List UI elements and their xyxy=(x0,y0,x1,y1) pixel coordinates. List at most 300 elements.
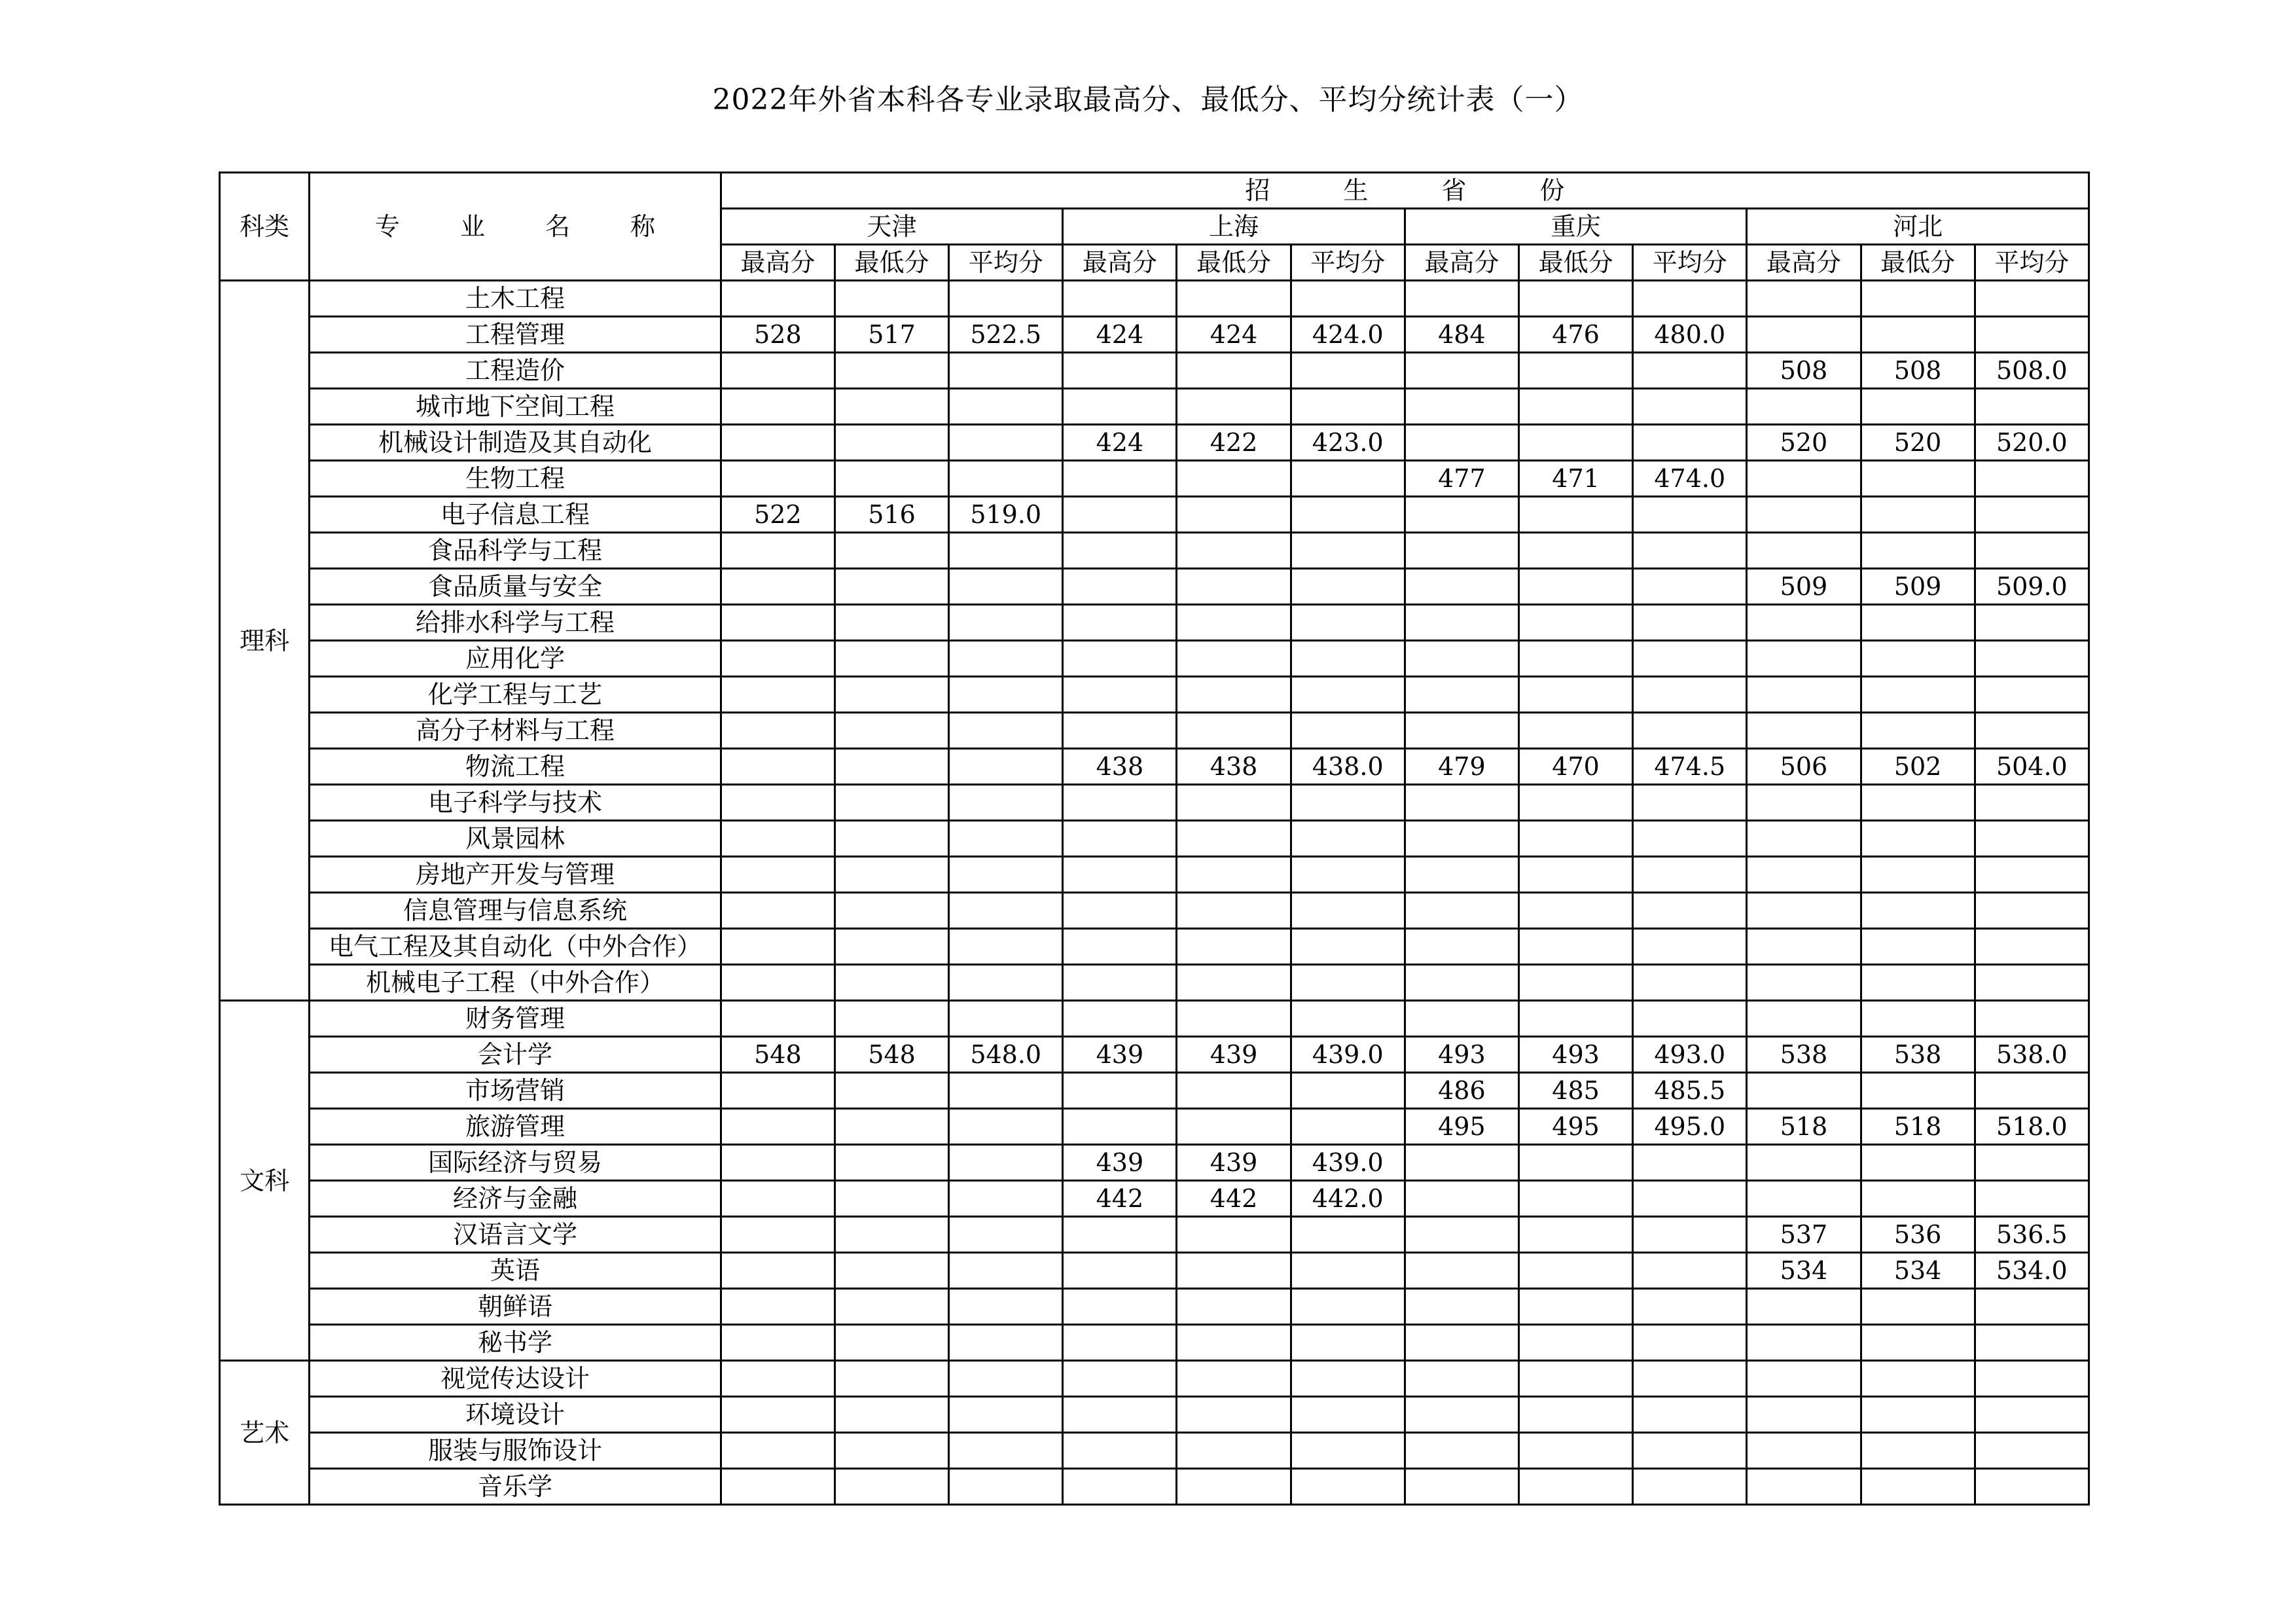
score-cell xyxy=(1747,497,1861,533)
score-cell xyxy=(949,1145,1063,1181)
table-row xyxy=(220,353,2089,389)
score-cell xyxy=(1747,533,1861,569)
score-cell xyxy=(1633,677,1747,713)
score-cell xyxy=(1633,425,1747,461)
score-cell xyxy=(1405,353,1518,389)
score-cell xyxy=(1518,1001,1632,1037)
table-row xyxy=(220,1001,2089,1037)
score-cell xyxy=(834,1001,948,1037)
score-cell: 508 xyxy=(1747,353,1861,389)
score-cell xyxy=(1633,281,1747,317)
score-cell xyxy=(1633,1361,1747,1397)
score-cell: 439 xyxy=(1063,1037,1177,1073)
score-cell xyxy=(834,1109,948,1145)
score-cell xyxy=(1405,1253,1518,1289)
major-name-cell: 国际经济与贸易 xyxy=(310,1145,721,1181)
score-cell xyxy=(1861,281,1975,317)
score-cell: 442.0 xyxy=(1291,1181,1405,1217)
score-cell xyxy=(1518,1289,1632,1325)
score-cell xyxy=(1975,1289,2089,1325)
score-cell xyxy=(834,533,948,569)
score-cell: 518 xyxy=(1747,1109,1861,1145)
score-cell xyxy=(1405,893,1518,929)
score-cell xyxy=(1975,605,2089,641)
score-cell xyxy=(1291,1253,1405,1289)
score-cell xyxy=(834,1397,948,1433)
score-cell xyxy=(1063,857,1177,893)
major-name-cell: 秘书学 xyxy=(310,1325,721,1361)
score-cell xyxy=(834,1361,948,1397)
category-cell: 文科 xyxy=(220,1001,310,1361)
score-cell xyxy=(834,857,948,893)
score-cell xyxy=(1518,821,1632,857)
admission-score-table xyxy=(219,171,2090,1506)
score-cell xyxy=(1177,1469,1291,1505)
score-cell xyxy=(1063,641,1177,677)
score-cell xyxy=(1747,1001,1861,1037)
score-cell xyxy=(1747,893,1861,929)
province-header-hebei: 河北 xyxy=(1747,209,2089,245)
score-cell: 508 xyxy=(1861,353,1975,389)
score-cell xyxy=(834,425,948,461)
score-cell xyxy=(1861,1361,1975,1397)
major-name-cell: 城市地下空间工程 xyxy=(310,389,721,425)
score-cell: 442 xyxy=(1063,1181,1177,1217)
score-cell: 506 xyxy=(1747,749,1861,785)
score-cell xyxy=(1975,497,2089,533)
score-cell xyxy=(834,1325,948,1361)
score-cell: 538.0 xyxy=(1975,1037,2089,1073)
score-cell xyxy=(721,1001,834,1037)
score-cell xyxy=(1975,389,2089,425)
score-cell xyxy=(1861,641,1975,677)
score-cell: 442 xyxy=(1177,1181,1291,1217)
score-cell xyxy=(834,353,948,389)
score-cell xyxy=(1861,1073,1975,1109)
score-cell xyxy=(1518,965,1632,1001)
score-cell xyxy=(949,1217,1063,1253)
table-row xyxy=(220,1325,2089,1361)
score-cell xyxy=(1861,677,1975,713)
score-cell xyxy=(1518,1469,1632,1505)
score-cell xyxy=(1405,389,1518,425)
score-cell xyxy=(721,1325,834,1361)
metric-header: 最高分 xyxy=(1063,245,1177,281)
category-header: 科类 xyxy=(220,173,310,281)
score-cell xyxy=(1291,1433,1405,1469)
score-cell xyxy=(1518,677,1632,713)
table-row xyxy=(220,1433,2089,1469)
score-cell xyxy=(1861,1001,1975,1037)
score-cell: 439 xyxy=(1063,1145,1177,1181)
score-cell xyxy=(1291,929,1405,965)
score-cell xyxy=(949,425,1063,461)
score-cell xyxy=(1177,713,1291,749)
score-cell: 534 xyxy=(1747,1253,1861,1289)
score-cell xyxy=(1861,1397,1975,1433)
score-cell xyxy=(1633,821,1747,857)
score-cell xyxy=(949,713,1063,749)
major-name-cell: 信息管理与信息系统 xyxy=(310,893,721,929)
score-cell xyxy=(1975,893,2089,929)
score-cell xyxy=(1518,569,1632,605)
score-cell xyxy=(1291,605,1405,641)
score-cell xyxy=(1177,857,1291,893)
score-cell xyxy=(1063,1361,1177,1397)
score-cell xyxy=(1747,1289,1861,1325)
score-cell xyxy=(949,1325,1063,1361)
score-cell xyxy=(1177,1397,1291,1433)
metric-header: 平均分 xyxy=(1633,245,1747,281)
score-cell xyxy=(721,1145,834,1181)
score-cell xyxy=(1861,1181,1975,1217)
score-cell xyxy=(1633,353,1747,389)
score-cell xyxy=(1291,893,1405,929)
score-cell xyxy=(949,1289,1063,1325)
score-cell xyxy=(1518,1325,1632,1361)
score-cell xyxy=(1633,1325,1747,1361)
score-cell: 439.0 xyxy=(1291,1145,1405,1181)
score-cell xyxy=(1861,713,1975,749)
score-cell xyxy=(1405,1001,1518,1037)
score-cell xyxy=(1405,965,1518,1001)
major-name-cell: 市场营销 xyxy=(310,1073,721,1109)
score-cell xyxy=(1177,461,1291,497)
score-cell xyxy=(1177,929,1291,965)
score-cell xyxy=(721,1253,834,1289)
score-cell xyxy=(1861,1469,1975,1505)
score-cell: 518 xyxy=(1861,1109,1975,1145)
table-row xyxy=(220,929,2089,965)
score-cell xyxy=(1063,1253,1177,1289)
score-cell xyxy=(1633,713,1747,749)
score-cell xyxy=(1177,281,1291,317)
score-cell xyxy=(1177,497,1291,533)
score-cell xyxy=(1177,1217,1291,1253)
major-name-cell: 环境设计 xyxy=(310,1397,721,1433)
major-name-cell: 工程造价 xyxy=(310,353,721,389)
score-cell xyxy=(721,641,834,677)
metric-header: 最高分 xyxy=(721,245,834,281)
score-cell xyxy=(1291,677,1405,713)
province-header-tianjin: 天津 xyxy=(721,209,1063,245)
major-name-cell: 给排水科学与工程 xyxy=(310,605,721,641)
score-cell: 537 xyxy=(1747,1217,1861,1253)
score-cell xyxy=(1291,1325,1405,1361)
score-cell xyxy=(1633,1397,1747,1433)
score-cell xyxy=(1177,389,1291,425)
score-cell xyxy=(834,893,948,929)
score-cell: 438 xyxy=(1063,749,1177,785)
score-cell xyxy=(949,605,1063,641)
score-cell xyxy=(1405,821,1518,857)
table-row xyxy=(220,641,2089,677)
major-name-cell: 英语 xyxy=(310,1253,721,1289)
score-cell xyxy=(1633,785,1747,821)
score-cell xyxy=(721,1181,834,1217)
score-cell xyxy=(1063,1397,1177,1433)
score-cell xyxy=(1291,533,1405,569)
score-cell xyxy=(1405,569,1518,605)
score-cell xyxy=(1747,1145,1861,1181)
score-cell xyxy=(1633,389,1747,425)
score-cell xyxy=(721,389,834,425)
score-cell xyxy=(1177,1073,1291,1109)
score-cell xyxy=(834,1253,948,1289)
score-cell: 438 xyxy=(1177,749,1291,785)
score-cell: 486 xyxy=(1405,1073,1518,1109)
score-cell xyxy=(1975,641,2089,677)
score-cell xyxy=(1291,353,1405,389)
table-row xyxy=(220,1289,2089,1325)
score-cell xyxy=(1177,1361,1291,1397)
major-name-cell: 音乐学 xyxy=(310,1469,721,1505)
score-cell xyxy=(1861,857,1975,893)
score-cell xyxy=(1518,605,1632,641)
score-cell xyxy=(834,713,948,749)
score-cell xyxy=(1063,1217,1177,1253)
score-cell xyxy=(834,1073,948,1109)
table-row xyxy=(220,1469,2089,1505)
score-cell: 493 xyxy=(1405,1037,1518,1073)
metric-header: 平均分 xyxy=(1975,245,2089,281)
table-row xyxy=(220,1217,2089,1253)
header-row-group xyxy=(220,173,2089,209)
metric-header: 最低分 xyxy=(1177,245,1291,281)
score-cell xyxy=(1747,1433,1861,1469)
score-cell xyxy=(1518,893,1632,929)
score-cell xyxy=(721,1433,834,1469)
score-cell xyxy=(721,713,834,749)
score-cell xyxy=(1405,533,1518,569)
score-cell xyxy=(949,929,1063,965)
score-cell xyxy=(1861,1433,1975,1469)
score-cell xyxy=(1518,425,1632,461)
score-cell xyxy=(721,533,834,569)
major-name-cell: 土木工程 xyxy=(310,281,721,317)
score-cell xyxy=(721,857,834,893)
score-cell xyxy=(1975,461,2089,497)
score-cell xyxy=(721,749,834,785)
score-cell xyxy=(1861,497,1975,533)
table-row xyxy=(220,569,2089,605)
score-cell: 508.0 xyxy=(1975,353,2089,389)
province-header-chongqing: 重庆 xyxy=(1405,209,1747,245)
score-cell xyxy=(1975,929,2089,965)
score-cell: 495.0 xyxy=(1633,1109,1747,1145)
table-row xyxy=(220,605,2089,641)
score-cell xyxy=(1405,1325,1518,1361)
table-row xyxy=(220,713,2089,749)
score-cell: 520 xyxy=(1861,425,1975,461)
score-cell xyxy=(1177,1001,1291,1037)
score-cell xyxy=(1177,1289,1291,1325)
score-cell xyxy=(1291,281,1405,317)
score-cell xyxy=(721,281,834,317)
score-cell: 424.0 xyxy=(1291,317,1405,353)
score-cell xyxy=(1975,965,2089,1001)
score-cell xyxy=(1405,281,1518,317)
score-cell xyxy=(721,821,834,857)
score-cell xyxy=(1177,641,1291,677)
score-cell xyxy=(949,281,1063,317)
score-cell xyxy=(1861,893,1975,929)
score-cell xyxy=(1747,677,1861,713)
score-cell xyxy=(949,641,1063,677)
score-cell xyxy=(1861,965,1975,1001)
score-cell: 480.0 xyxy=(1633,317,1747,353)
table-row xyxy=(220,1037,2089,1073)
score-cell xyxy=(949,533,1063,569)
score-cell xyxy=(1518,1361,1632,1397)
score-cell: 424 xyxy=(1063,425,1177,461)
score-cell xyxy=(1177,893,1291,929)
score-cell xyxy=(1975,785,2089,821)
score-cell xyxy=(834,1145,948,1181)
score-cell xyxy=(1518,1181,1632,1217)
score-cell xyxy=(949,857,1063,893)
score-cell xyxy=(834,641,948,677)
score-cell xyxy=(1861,605,1975,641)
score-cell xyxy=(949,1073,1063,1109)
score-cell xyxy=(1633,605,1747,641)
score-cell xyxy=(1861,785,1975,821)
score-cell xyxy=(1861,1325,1975,1361)
score-cell xyxy=(1861,461,1975,497)
score-cell xyxy=(949,1253,1063,1289)
score-cell xyxy=(1177,353,1291,389)
score-cell: 548 xyxy=(721,1037,834,1073)
score-cell: 424 xyxy=(1177,317,1291,353)
score-cell xyxy=(1633,929,1747,965)
score-cell xyxy=(1291,857,1405,893)
score-cell xyxy=(1518,497,1632,533)
score-cell xyxy=(1063,353,1177,389)
table-row xyxy=(220,1181,2089,1217)
score-cell xyxy=(834,569,948,605)
score-cell xyxy=(834,281,948,317)
score-cell xyxy=(1518,389,1632,425)
table-row xyxy=(220,1397,2089,1433)
major-name-cell: 生物工程 xyxy=(310,461,721,497)
score-cell xyxy=(1405,785,1518,821)
score-cell: 519.0 xyxy=(949,497,1063,533)
score-cell xyxy=(834,389,948,425)
table-row xyxy=(220,1145,2089,1181)
score-cell xyxy=(834,965,948,1001)
score-cell xyxy=(949,1001,1063,1037)
metric-header: 最高分 xyxy=(1405,245,1518,281)
score-cell xyxy=(834,677,948,713)
score-cell xyxy=(1063,1073,1177,1109)
score-cell xyxy=(1747,605,1861,641)
score-cell: 548.0 xyxy=(949,1037,1063,1073)
score-cell xyxy=(721,893,834,929)
score-cell xyxy=(1975,533,2089,569)
score-cell xyxy=(1633,1217,1747,1253)
score-cell xyxy=(949,569,1063,605)
score-cell xyxy=(1291,569,1405,605)
score-cell xyxy=(721,1109,834,1145)
score-cell xyxy=(1633,1433,1747,1469)
score-cell: 477 xyxy=(1405,461,1518,497)
major-name-cell: 电子信息工程 xyxy=(310,497,721,533)
score-cell xyxy=(1861,389,1975,425)
category-cell: 理科 xyxy=(220,281,310,1001)
score-cell xyxy=(1177,965,1291,1001)
score-cell xyxy=(1747,1469,1861,1505)
table-row xyxy=(220,1073,2089,1109)
score-cell xyxy=(1633,857,1747,893)
major-name-cell: 化学工程与工艺 xyxy=(310,677,721,713)
score-cell xyxy=(1975,713,2089,749)
score-cell xyxy=(1975,1433,2089,1469)
score-cell xyxy=(1063,785,1177,821)
score-cell: 509 xyxy=(1747,569,1861,605)
score-cell xyxy=(1291,497,1405,533)
score-cell xyxy=(834,1433,948,1469)
score-cell xyxy=(1405,1181,1518,1217)
metric-header: 最低分 xyxy=(834,245,948,281)
score-cell xyxy=(1177,1253,1291,1289)
table-row xyxy=(220,749,2089,785)
metric-header: 最高分 xyxy=(1747,245,1861,281)
score-cell xyxy=(1405,677,1518,713)
score-cell: 516 xyxy=(834,497,948,533)
score-cell: 520.0 xyxy=(1975,425,2089,461)
score-cell xyxy=(1975,821,2089,857)
score-cell xyxy=(1291,461,1405,497)
major-name-cell: 高分子材料与工程 xyxy=(310,713,721,749)
score-cell xyxy=(949,1361,1063,1397)
score-cell xyxy=(834,821,948,857)
score-cell: 439.0 xyxy=(1291,1037,1405,1073)
score-cell: 479 xyxy=(1405,749,1518,785)
table-row xyxy=(220,497,2089,533)
score-cell xyxy=(1291,713,1405,749)
score-cell: 534 xyxy=(1861,1253,1975,1289)
score-cell: 509.0 xyxy=(1975,569,2089,605)
major-name-cell: 经济与金融 xyxy=(310,1181,721,1217)
score-cell xyxy=(949,1397,1063,1433)
score-cell: 439 xyxy=(1177,1037,1291,1073)
score-cell xyxy=(1405,1433,1518,1469)
score-cell xyxy=(1405,857,1518,893)
score-cell xyxy=(1747,1397,1861,1433)
score-cell xyxy=(1177,677,1291,713)
score-cell xyxy=(1861,821,1975,857)
score-cell xyxy=(1291,965,1405,1001)
score-cell: 534.0 xyxy=(1975,1253,2089,1289)
score-cell: 495 xyxy=(1405,1109,1518,1145)
score-cell xyxy=(1405,929,1518,965)
major-name-cell: 食品科学与工程 xyxy=(310,533,721,569)
score-cell xyxy=(834,461,948,497)
table-row xyxy=(220,1253,2089,1289)
score-cell xyxy=(1518,1145,1632,1181)
score-cell xyxy=(1747,821,1861,857)
score-cell xyxy=(834,1217,948,1253)
major-name-cell: 电子科学与技术 xyxy=(310,785,721,821)
score-cell xyxy=(834,1181,948,1217)
score-cell xyxy=(721,677,834,713)
page-title: 2022年外省本科各专业录取最高分、最低分、平均分统计表（一） xyxy=(712,83,1584,117)
score-cell xyxy=(1861,1145,1975,1181)
score-cell: 485 xyxy=(1518,1073,1632,1109)
score-cell xyxy=(1063,461,1177,497)
score-cell xyxy=(1975,1073,2089,1109)
score-cell xyxy=(1518,281,1632,317)
